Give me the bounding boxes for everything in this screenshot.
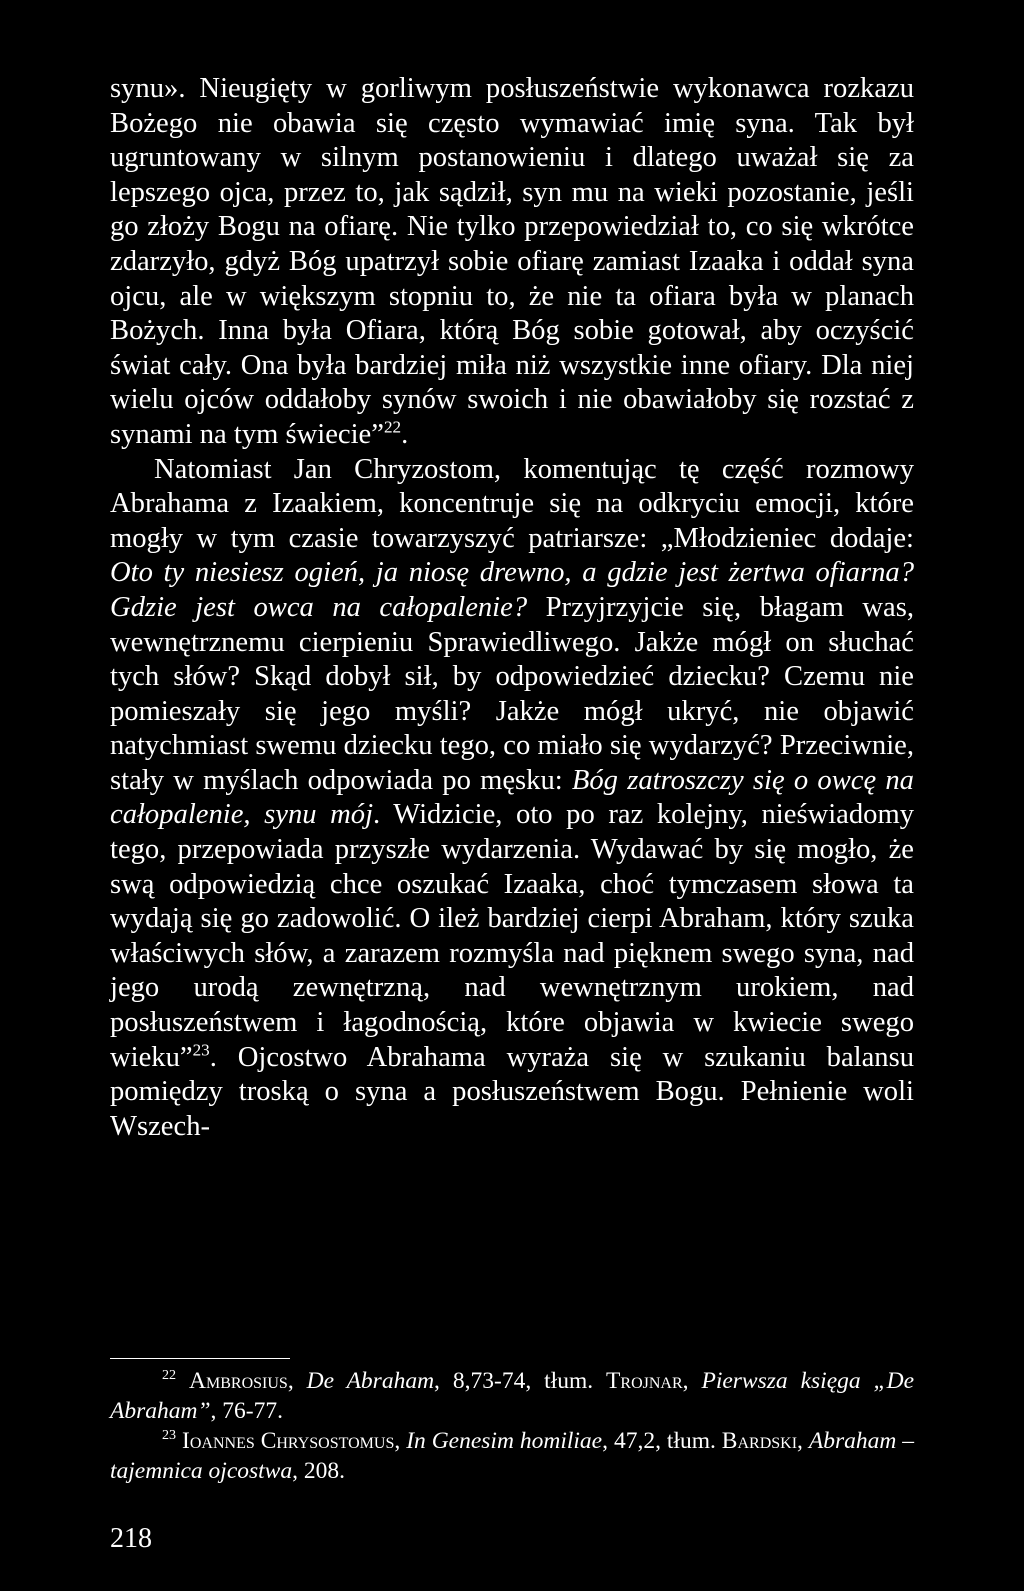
footnote-23 <box>110 1426 914 1486</box>
footnote-23-separator: , <box>394 1428 407 1454</box>
footnote-ref-22: 22 <box>383 417 402 437</box>
footnote-22-reference: , 8,73-74, tłum. <box>434 1368 607 1394</box>
footnotes <box>110 1366 914 1486</box>
footnote-22-separator: , <box>287 1368 307 1394</box>
footnote-22-separator-2: , <box>682 1368 702 1394</box>
footnote-separator <box>110 1358 290 1359</box>
footnote-ref-23: 23 <box>192 1040 210 1060</box>
footnote-23-separator-2: , <box>797 1428 809 1454</box>
footnote-23-translator: Bardski <box>721 1428 798 1454</box>
footnote-22-work: Pierwsza księga „De Abraham” <box>110 1368 915 1424</box>
paragraph-1 <box>110 72 914 453</box>
paragraph-2-text-b: Przyjrzyjcie się, błagam was, wewnętrznemu cierpieniu Sprawiedliwego. Jakże mógł on słuchać tych słów? Skąd dobył sił, by odpowiedzieć dziecku? Czemu nie pomieszały się jego myśli? Jakże mógł ukryć, nie objawić natychmiast swemu dziecku tego, co miało się wydarzyć? Przeciwnie, stały w myślach odpowiada po męsku: <box>110 591 915 796</box>
paragraph-2-quote-b: Bóg zatroszczy się o owcę na całopalenie, synu mój <box>110 764 914 831</box>
paragraph-1-end: . <box>401 418 409 450</box>
paragraph-2-text-d: . Ojcostwo Abrahama wyraża się w szukaniu balansu pomiędzy troską o syna a posłuszeństwem Bogu. Pełnienie woli Wszech- <box>110 1041 914 1142</box>
main-text <box>110 72 914 1144</box>
footnote-22-author: Ambrosius <box>189 1368 288 1394</box>
footnote-23-reference: , 47,2, tłum. <box>602 1428 722 1454</box>
footnote-22 <box>110 1366 914 1426</box>
footnote-22-translator: Trojnar <box>606 1368 683 1394</box>
footnote-22-pages: , 76-77. <box>210 1398 283 1424</box>
footnote-22-title: De Abraham <box>306 1368 435 1394</box>
paragraph-2-text-a: Natomiast Jan Chryzostom, komentując tę część rozmowy Abrahama z Izaakiem, koncentruje się na odkryciu emocji, które mogły w tym czasie towarzyszyć patriarsze: „Młodzieniec dodaje: <box>110 453 914 554</box>
footnote-23-pages: , 208. <box>292 1458 345 1484</box>
paragraph-2-quote-a: Oto ty niesiesz ogień, ja niosę drewno, a gdzie jest żertwa ofiarna? Gdzie jest owca na całopalenie? <box>110 557 914 623</box>
paragraph-1-text: synu». Nieugięty w gorliwym posłuszeństwie wykonawca rozkazu Bożego nie obawia się często wymawiać imię syna. Tak był ugruntowany w silnym postanowieniu i dlatego uważał się za lepszego ojca, przez to, jak sądził, syn mu na wieki pozostanie, jeśli go złoży Bogu na ofiarę. Nie tylko przepowiedział to, co się wkrótce zdarzyło, gdyż Bóg upatrzył sobie ofiarę zamiast Izaaka i oddał syna ojcu, ale w większym stopniu to, że nie ta ofiara była w planach Bożych. Inna była Ofiara, którą Bóg sobie gotował, aby oczyścić świat cały. Ona była bardziej miła niż wszystkie inne ofiary. Dla niej wielu ojców oddałoby synów swoich i nie obawiałoby się rozstać z synami na tym świecie” <box>110 73 914 450</box>
page-number: 218 <box>110 1523 152 1554</box>
paragraph-2 <box>110 453 914 1145</box>
footnote-23-number: 23 <box>162 1427 177 1444</box>
footnote-23-title: In Genesim homiliae <box>406 1428 603 1454</box>
footnote-23-author: Ioannes Chrysostomus <box>182 1428 395 1454</box>
footnote-23-work: Abraham – tajemnica ojcostwa <box>110 1428 915 1484</box>
footnote-22-number: 22 <box>162 1367 177 1384</box>
paragraph-2-text-c: . Widzicie, oto po raz kolejny, nieświadomy tego, przepowiada przyszłe wydarzenia. Wydawać by się mogło, że swą odpowiedzią chce oszukać Izaaka, choć tymczasem słowa ta wydają się go zadowolić. O ileż bardziej cierpi Abraham, który szuka właściwych słów, a zarazem rozmyśla nad pięknem swego syna, nad jego urodą zewnętrzną, nad wewnętrznym urokiem, nad posłuszeństwem i łagodnością, które objawia w kwiecie swego wieku” <box>110 799 914 1073</box>
